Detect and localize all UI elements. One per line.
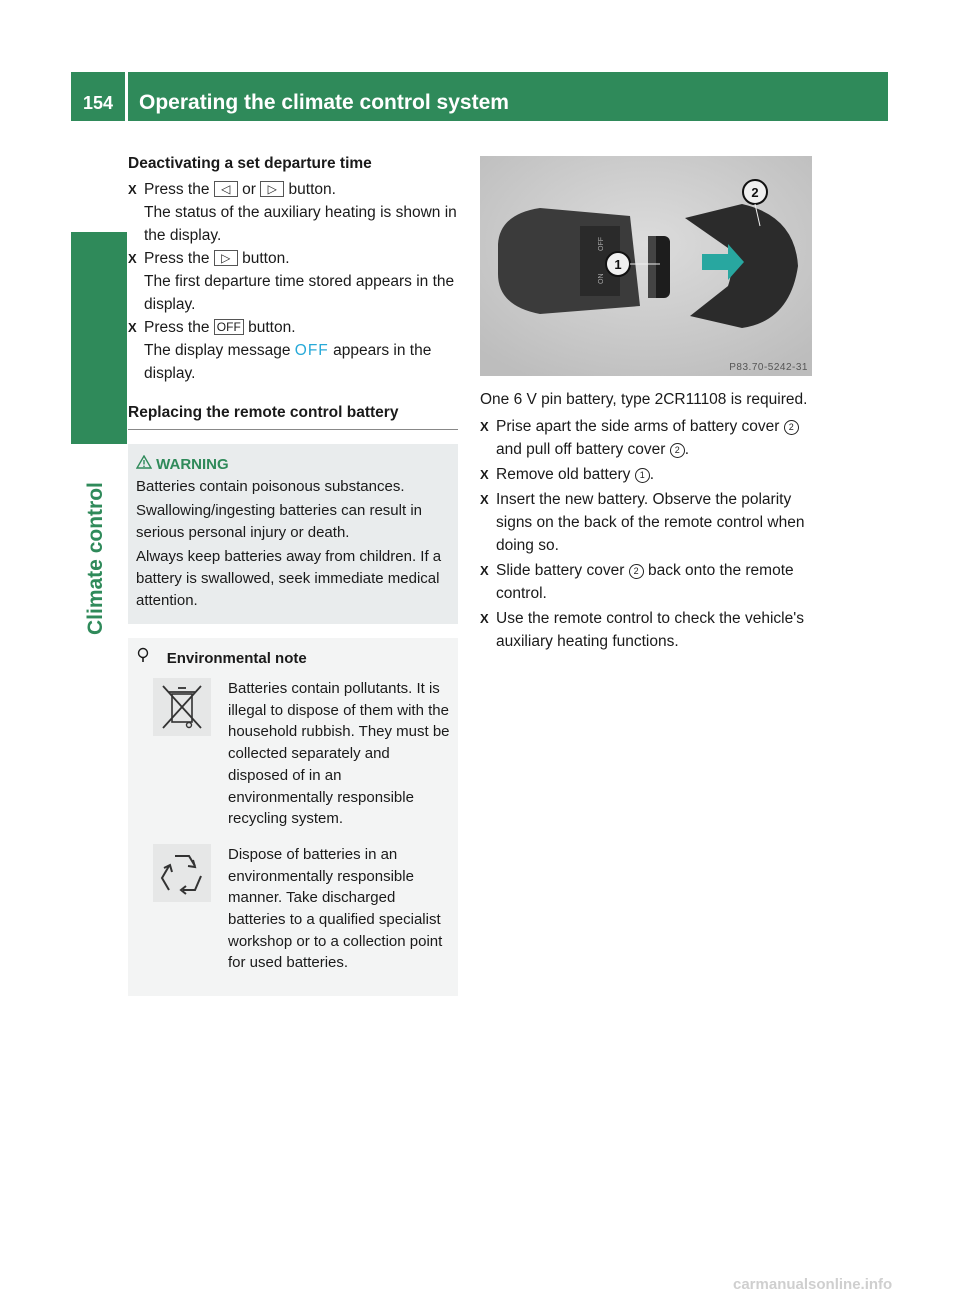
section-heading-deactivating: Deactivating a set departure time bbox=[128, 155, 372, 172]
figure-code: P83.70-5242-31 bbox=[729, 362, 808, 373]
header-divider bbox=[125, 72, 128, 121]
battery-replacement-photo bbox=[480, 156, 812, 376]
step-item: X Press the ◁ or ▷ button. bbox=[128, 178, 458, 201]
environmental-note-text: Dispose of batteries in an environmentally responsible manner. Take discharged batteries to a qualified specialist workshop or to a collection point for used batteries. bbox=[228, 845, 443, 972]
warning-text: Batteries contain poisonous substances. bbox=[136, 478, 405, 495]
step-result: The display message OFF appears in the display. bbox=[144, 342, 432, 382]
environmental-note-row bbox=[136, 678, 450, 830]
intro-text: One 6 V pin battery, type 2CR11108 is required. bbox=[480, 391, 808, 408]
display-message-off: OFF bbox=[294, 342, 329, 359]
step-item: X Use the remote control to check the vehicle's auxiliary heating functions. bbox=[480, 607, 812, 653]
step-item: X Prise apart the side arms of battery cover 2 and pull off battery cover 2 . bbox=[480, 415, 812, 461]
step-item: X Remove old battery 1 . bbox=[480, 463, 812, 486]
svg-text:2: 2 bbox=[751, 185, 759, 200]
step-item: X Insert the new battery. Observe the polarity signs on the back of the remote control when doing so. bbox=[480, 488, 812, 557]
footer-watermark: carmanualsonline.info bbox=[733, 1276, 893, 1293]
right-column bbox=[480, 388, 812, 655]
page-number: 154 bbox=[82, 93, 114, 113]
right-arrow-key-icon: ▷ bbox=[214, 250, 238, 266]
crossed-bin-icon bbox=[136, 678, 228, 830]
side-section-label: Climate control bbox=[84, 482, 107, 635]
off-key-icon: OFF bbox=[214, 319, 244, 335]
environmental-note-box bbox=[128, 638, 458, 996]
environmental-note-row bbox=[136, 844, 450, 974]
warning-title: WARNING bbox=[136, 454, 450, 476]
page-title: Operating the climate control system bbox=[139, 91, 509, 114]
svg-text:ON: ON bbox=[598, 273, 605, 284]
warning-text: Always keep batteries away from children. If a battery is swallowed, seek immediate medical attention. bbox=[136, 548, 442, 609]
remote-control-illustration bbox=[480, 156, 812, 376]
left-column bbox=[128, 150, 458, 996]
step-item: X Slide battery cover 2 back onto the remote control. bbox=[480, 559, 812, 605]
callout-2-icon: 2 bbox=[670, 443, 685, 458]
warning-box bbox=[128, 444, 458, 624]
lightbulb-icon bbox=[136, 650, 154, 667]
recycling-icon bbox=[136, 844, 228, 974]
callout-2-icon: 2 bbox=[784, 420, 799, 435]
step-result: The first departure time stored appears in the display. bbox=[144, 273, 455, 313]
step-item: X Press the ▷ button. bbox=[128, 247, 458, 270]
svg-text:OFF: OFF bbox=[598, 237, 605, 251]
environmental-note-title: Environmental note bbox=[136, 646, 450, 672]
step-item: X Press the OFF button. bbox=[128, 316, 458, 339]
svg-text:1: 1 bbox=[614, 257, 622, 272]
callout-1-icon: 1 bbox=[635, 468, 650, 483]
warning-triangle-icon bbox=[136, 456, 156, 473]
section-heading-replacing: Replacing the remote control battery bbox=[128, 399, 458, 430]
step-result: The status of the auxiliary heating is shown in the display. bbox=[144, 204, 457, 244]
callout-2-icon: 2 bbox=[629, 564, 644, 579]
warning-text: Swallowing/ingesting batteries can result in serious personal injury or death. bbox=[136, 502, 422, 541]
left-arrow-key-icon: ◁ bbox=[214, 181, 238, 197]
environmental-note-text: Batteries contain pollutants. It is illegal to dispose of them with the household rubbish. They must be collected separately and disposed of in an environmentally responsible recycling system. bbox=[228, 680, 450, 828]
side-tab bbox=[71, 232, 127, 444]
right-arrow-key-icon: ▷ bbox=[260, 181, 284, 197]
